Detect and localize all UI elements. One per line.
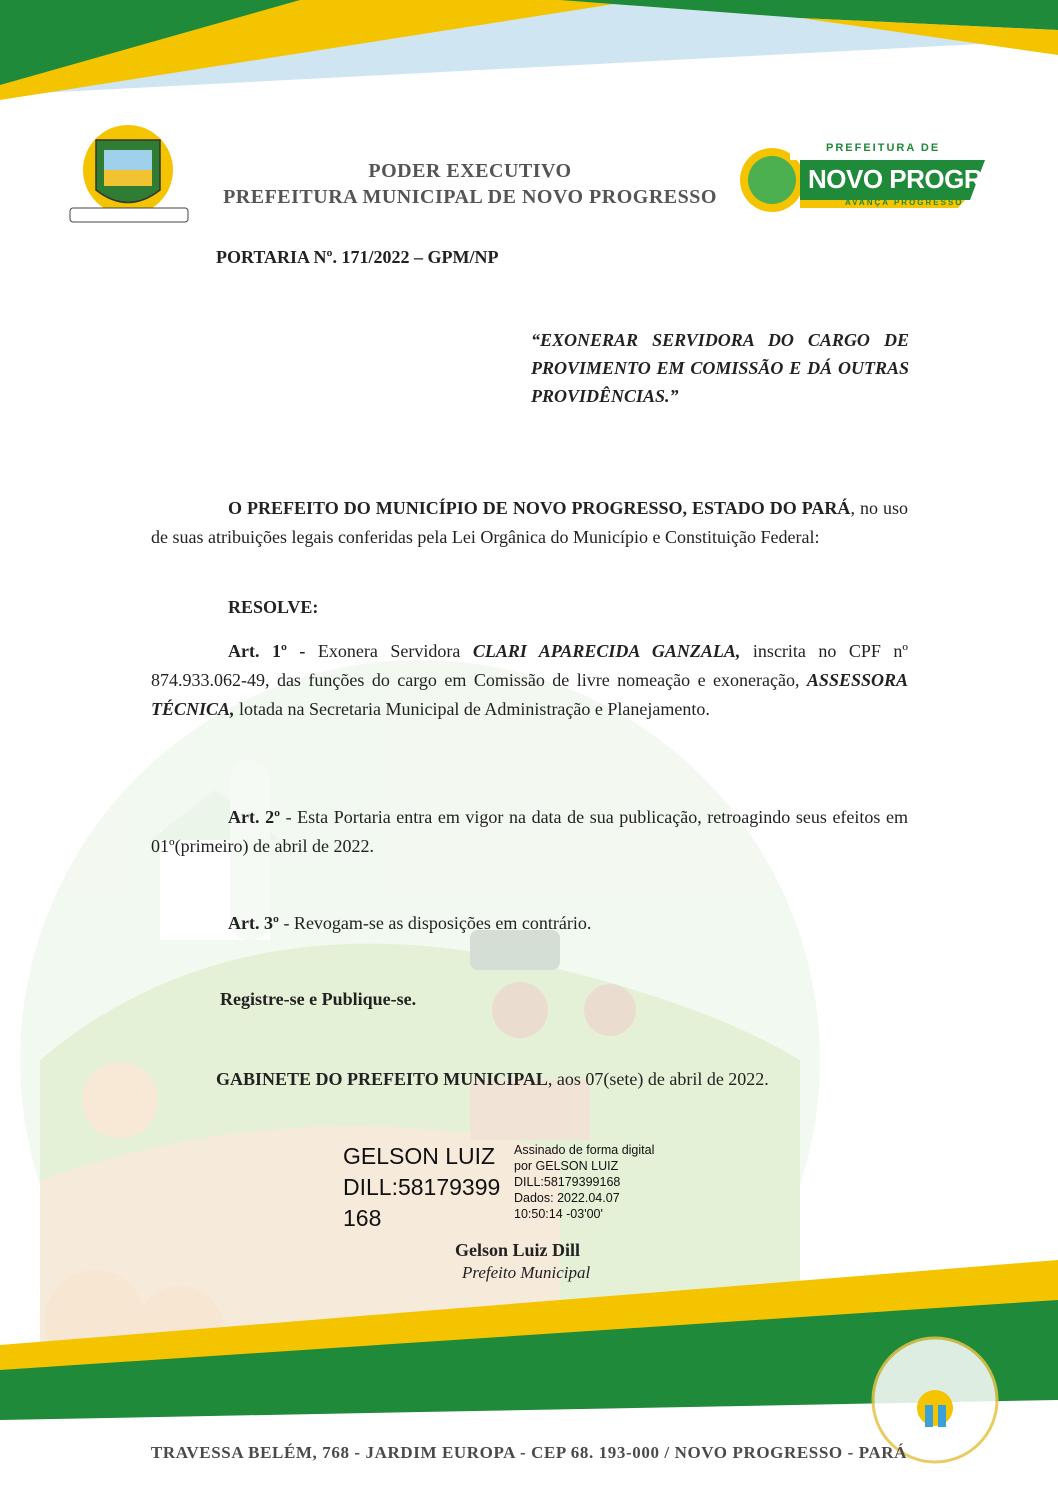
digital-signature-details — [514, 1142, 694, 1222]
art3-text: - Revogam-se as disposições em contrário. — [278, 913, 592, 933]
logo-right-top-text: PREFEITURA DE — [826, 142, 941, 154]
logo-right-name: NOVO PROGRESSO — [808, 164, 1053, 194]
sig-name-line: DILL:58179399 — [343, 1174, 501, 1200]
art1-employee-name: CLARI APARECIDA GANZALA, — [472, 641, 741, 661]
municipal-coat-of-arms-icon — [70, 125, 188, 222]
art1-text-1: Exonera Servidora — [305, 641, 473, 661]
intro-bold: O PREFEITO DO MUNICÍPIO DE NOVO PROGRESSO, ESTADO DO PARÁ — [228, 498, 851, 518]
article-1 — [151, 637, 908, 724]
signer-name: Gelson Luiz Dill — [455, 1240, 581, 1260]
intro-paragraph — [151, 494, 908, 552]
footer-address: TRAVESSA BELÉM, 768 - JARDIM EUROPA - CEP 68. 193-000 / NOVO PROGRESSO - PARÁ — [150, 1443, 908, 1462]
portaria-title: PORTARIA Nº. 171/2022 – GPM/NP — [216, 247, 499, 267]
sig-name-line: 168 — [343, 1205, 382, 1231]
gabinete-rest: , aos 07(sete) de abril de 2022. — [547, 1069, 769, 1089]
art2-label: Art. 2º — [228, 807, 281, 827]
art2-text: - Esta Portaria entra em vigor na data de sua publicação, retroagindo seus efeitos em 01º(primeiro) de abril de 2022. — [151, 807, 908, 856]
sig-detail-line: por GELSON LUIZ — [514, 1159, 619, 1173]
art1-role: ASSESSORA TÉCNICA, — [151, 670, 908, 719]
signer-title: Prefeito Municipal — [462, 1263, 591, 1282]
sig-name-line: GELSON LUIZ — [343, 1143, 496, 1169]
sig-detail-line: 10:50:14 -03'00' — [514, 1207, 603, 1221]
registre-publique: Registre-se e Publique-se. — [220, 989, 417, 1009]
gabinete-line — [216, 1069, 769, 1090]
art1-text-2: inscrita no CPF nº 874.933.062-49, das funções do cargo em Comissão de livre nomeação e exoneração, — [151, 641, 909, 690]
sig-detail-line: Assinado de forma digital — [514, 1143, 655, 1157]
resolve-heading: RESOLVE: — [228, 597, 319, 617]
header-line-executive: PODER EXECUTIVO — [368, 160, 572, 182]
art1-label: Art. 1º - — [228, 641, 306, 661]
sig-detail-line: Dados: 2022.04.07 — [514, 1191, 620, 1205]
header-line-prefeitura: PREFEITURA MUNICIPAL DE NOVO PROGRESSO — [223, 186, 717, 208]
article-2 — [151, 803, 908, 861]
art3-label: Art. 3º — [228, 913, 279, 933]
digital-signature-name — [343, 1141, 513, 1234]
ementa: “EXONERAR SERVIDORA DO CARGO DE PROVIMENTO EM COMISSÃO E DÁ OUTRAS PROVIDÊNCIAS.” — [531, 330, 909, 406]
sig-detail-line: DILL:58179399168 — [514, 1175, 621, 1189]
intro-rest: , no uso de suas atribuições legais conferidas pela Lei Orgânica do Município e Constituição Federal: — [151, 498, 908, 547]
article-3 — [151, 909, 908, 938]
art1-text-3: lotada na Secretaria Municipal de Administração e Planejamento. — [234, 699, 710, 719]
gabinete-bold: GABINETE DO PREFEITO MUNICIPAL — [216, 1069, 548, 1089]
logo-right-slogan: AVANÇA PROGRESSO — [845, 198, 964, 207]
